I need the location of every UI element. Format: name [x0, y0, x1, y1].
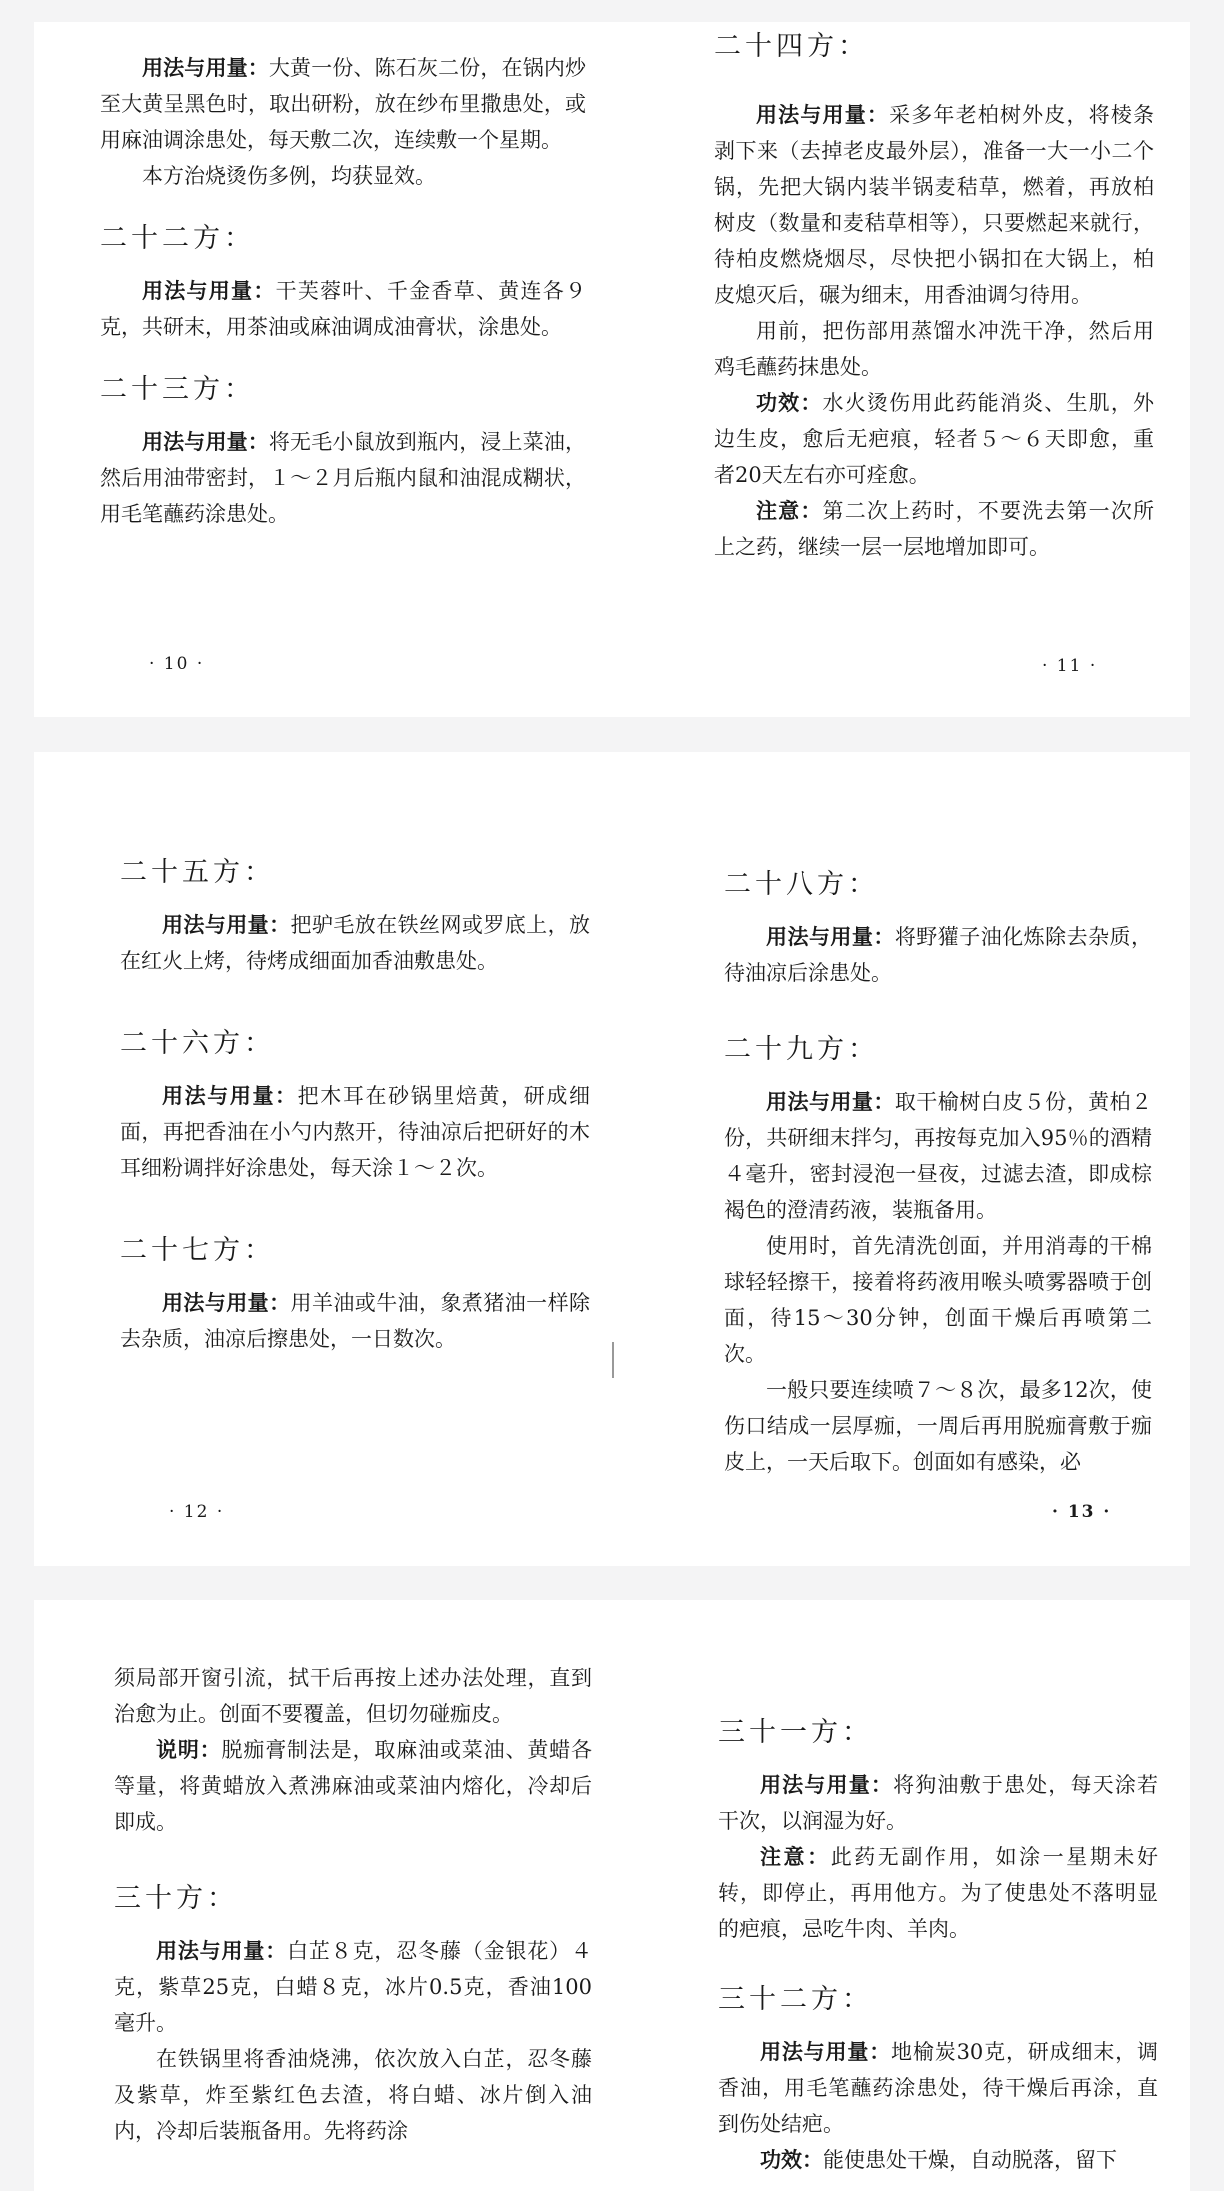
section-heading: 三十方：: [114, 1883, 238, 1914]
paragraph: 用法与用量：将野獾子油化炼除去杂质，待油凉后涂患处。: [724, 924, 1153, 985]
section-heading: 二十三方：: [100, 374, 255, 405]
section-heading: 二十二方：: [100, 223, 255, 254]
section-heading: 三十一方：: [718, 1717, 873, 1748]
page-11-content: [714, 24, 1154, 565]
recipe-section: [120, 1021, 590, 1186]
paragraph: 须局部开窗引流，拭干后再按上述办法处理，直到治愈为止。创面不要覆盖，但切勿碰痂皮。: [114, 1666, 592, 1726]
page-number: · 12 ·: [169, 1502, 225, 1522]
section-heading: 三十二方：: [718, 1984, 873, 2015]
scan-mark: [612, 1342, 614, 1378]
book-spread-pages-12-13: [34, 752, 1190, 1566]
paragraph: 用法与用量：把木耳在砂锅里焙黄，研成细面，再把香油在小勺内熬开，待油凉后把研好的木耳细粉调拌好涂患处，每天涂１～２次。: [120, 1083, 591, 1180]
section-heading: 二十四方：: [714, 31, 869, 62]
paragraph: 用前，把伤部用蒸馏水冲洗干净，然后用鸡毛蘸药抹患处。: [714, 319, 1154, 379]
page-14-content: [114, 1660, 592, 2149]
recipe-section: [100, 216, 586, 345]
paragraph: 注意：第二次上药时，不要洗去第一次所上之药，继续一层一层地增加即可。: [714, 498, 1155, 559]
paragraph: 用法与用量：用羊油或牛油，象煮猪油一样除去杂质，油凉后擦患处，一日数次。: [120, 1290, 591, 1351]
recipe-section: [120, 1228, 590, 1357]
section-heading: 二十九方：: [724, 1034, 879, 1065]
paragraph: 用法与用量：取干榆树白皮５份，黄柏２份，共研细末拌匀，再按每克加入95％的酒精４毫升，密封浸泡一昼夜，过滤去渣，即成棕褐色的澄清药液，装瓶备用。: [724, 1089, 1153, 1222]
paragraph: 用法与用量：把驴毛放在铁丝网或罗底上，放在红火上烤，待烤成细面加香油敷患处。: [120, 912, 591, 973]
book-spread-pages-10-11: [34, 22, 1190, 717]
section-heading: 二十七方：: [120, 1235, 275, 1266]
paragraph: 用法与用量：干芙蓉叶、千金香草、黄连各９克，共研末，用茶油或麻油调成油膏状，涂患处。: [100, 278, 587, 339]
page-12-content: [120, 850, 590, 1379]
page-13-content: [724, 862, 1152, 1480]
book-spread-pages-14-15: [34, 1600, 1190, 2191]
paragraph: 用法与用量：大黄一份、陈石灰二份，在锅内炒至大黄呈黑色时，取出研粉，放在纱布里撒患处，或用麻油调涂患处，每天敷二次，连续敷一个星期。: [100, 55, 587, 152]
paragraph: 用法与用量：将无毛小鼠放到瓶内，浸上菜油，然后用油带密封，１～２月后瓶内鼠和油混成糊状，用毛笔蘸药涂患处。: [100, 429, 587, 526]
paragraph: 用法与用量：将狗油敷于患处，每天涂若干次，以润湿为好。: [718, 1772, 1159, 1833]
section-heading: 二十八方：: [724, 869, 879, 900]
paragraph: 使用时，首先清洗创面，并用消毒的干棉球轻轻擦干，接着将药液用喉头喷雾器喷于创面，待15～30分钟，创面干燥后再喷第二次。: [724, 1234, 1152, 1366]
page-number: · 11 ·: [1042, 656, 1098, 676]
paragraph: 一般只要连续喷７～８次，最多12次，使伤口结成一层厚痂，一周后再用脱痂膏敷于痂皮上，一天后取下。创面如有感染，必: [724, 1378, 1152, 1474]
recipe-section: [120, 850, 590, 979]
paragraph: 用法与用量：地榆炭30克，研成细末，调香油，用毛笔蘸药涂患处，待干燥后再涂，直到伤处结疤。: [718, 2039, 1158, 2136]
paragraph: 本方治烧烫伤多例，均获显效。: [142, 164, 436, 188]
paragraph: 用法与用量：白芷８克，忍冬藤（金银花）４克，紫草25克，白蜡８克，冰片0.5克，香油100毫升。: [114, 1938, 593, 2035]
paragraph: 用法与用量：采多年老柏树外皮，将棱条剥下来（去掉老皮最外层），准备一大一小二个锅，先把大锅内装半锅麦秸草，燃着，再放柏树皮（数量和麦秸草相等），只要燃起来就行，待柏皮燃烧烟尽，尽快把小锅扣在大锅上，柏皮熄灭后，碾为细末，用香油调匀待用。: [714, 102, 1155, 307]
paragraph: 功效：能使患处干燥，自动脱落，留下: [760, 2147, 1117, 2172]
section-heading: 二十六方：: [120, 1028, 275, 1059]
paragraph: 说明：脱痂膏制法是，取麻油或菜油、黄蜡各等量，将黄蜡放入煮沸麻油或菜油内熔化，冷却后即成。: [114, 1737, 593, 1834]
section-heading: 二十五方：: [120, 857, 275, 888]
paragraph: 在铁锅里将香油烧沸，依次放入白芷，忍冬藤及紫草，炸至紫红色去渣，将白蜡、冰片倒入油内，冷却后装瓶备用。先将药涂: [114, 2047, 592, 2143]
paragraph: 注意：此药无副作用，如涂一星期未好转，即停止，再用他方。为了使患处不落明显的疤痕，忌吃牛肉、羊肉。: [718, 1844, 1158, 1941]
page-10-content: [100, 50, 586, 554]
recipe-section: [100, 367, 586, 532]
page-number: · 13 ·: [1052, 1502, 1112, 1522]
page-number: · 10 ·: [149, 654, 205, 674]
paragraph: 功效：水火烫伤用此药能消炎、生肌，外边生皮，愈后无疤痕，轻者５～６天即愈，重者20天左右亦可痊愈。: [714, 390, 1155, 487]
page-15-content: [718, 1710, 1158, 2178]
recipe-section: [724, 862, 1152, 991]
